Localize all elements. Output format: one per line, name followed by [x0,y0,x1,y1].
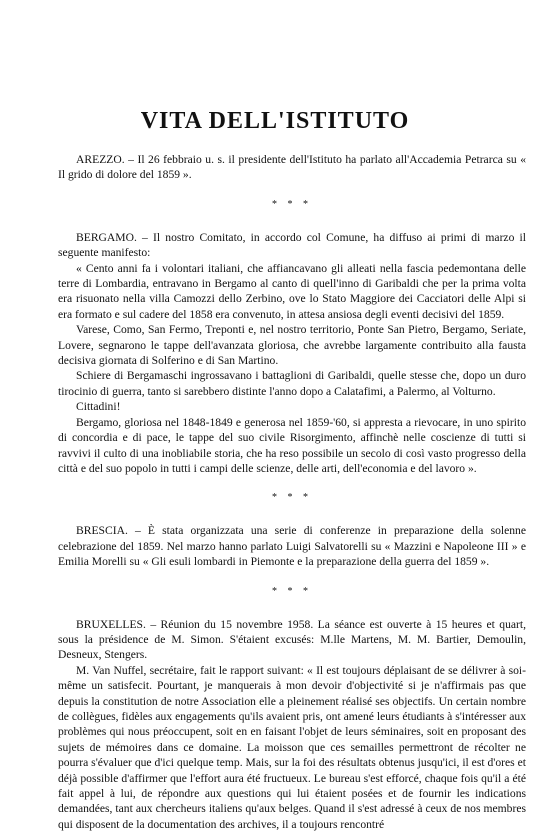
section-separator: * * * [272,198,312,210]
arezzo-text: – Il 26 febbraio u. s. il presidente dell'Istituto ha parlato all'Accademia Petrarca su « Il grido di dolore del 1859 ». [58,153,526,182]
bergamo-paragraph-1 [58,230,526,261]
bergamo-paragraph-2: « Cento anni fa i volontari italiani, che affiancavano gli alleati nella fascia pedemontana delle terre di Lombardia, entravano in Bergamo al canto di quell'inno di Garibaldi che per la prima volta era risuonato nella villa Camozzi dello Zerbino, ove lo Stato Maggiore dei Cacciatori delle Alpi si era formato e sul cadere del 1858 era convenuto, in attesa ansiosa degli eventi decisivi del 1859. [58,261,526,321]
bruxelles-paragraph-1 [58,617,526,663]
brescia-lead: BRESCIA. [76,524,128,538]
bergamo-text-1: – Il nostro Comitato, in accordo col Comune, ha diffuso ai primi di marzo il seguente manifesto: [58,230,526,260]
bergamo-paragraph-4: Schiere di Bergamaschi ingrossavano i battaglioni di Garibaldi, quelle stesse che, dopo un duro tirocinio di guerra, tanto si sarebbero distinte l'anno dopo a Calatafimi, a Palermo, al Volturno. [58,369,526,398]
brescia-paragraph [58,523,526,569]
bergamo-lead: BERGAMO. [76,230,137,244]
arezzo-paragraph [58,152,526,183]
bergamo-paragraph-5: Cittadini! [76,400,121,414]
document-body [58,152,526,832]
brescia-text: – È stata organizzata una serie di conferenze in preparazione della solenne celebrazione del 1859. Nel marzo hanno parlato Luigi Salvatorelli su « Mazzini e Napoleone III » e Emilia Morelli su « Gli esuli lombardi in Piemonte e la preparazione della guerra del 1859 ». [58,524,526,569]
bergamo-paragraph-3: Varese, Como, San Fermo, Treponti e, nel nostro territorio, Ponte San Pietro, Bergamo, Seriate, Lovere, segnarono le tappe dell'avanzata gloriosa, che avrebbe largamente contribuito alla fausta decisiva giornata di Solferino e di San Martino. [58,323,526,368]
bergamo-paragraph-6: Bergamo, gloriosa nel 1848-1849 e generosa nel 1859-'60, si appresta a rievocare, in uno spirito di concordia e di pace, le tappe del suo civile Risorgimento, affinchè nelle coscienze di tutti si ravvivi il culto di una inobliabile storia, che ha reso possibile un secolo di così vasto progresso della città e del suo popolo in tutti i campi delle scienze, delle arti, dell'economia e del lavoro ». [58,415,526,475]
bruxelles-text-1: – Réunion du 15 novembre 1958. La séance est ouverte à 15 heures et quart, sous la présidence de M. Simon. S'étaient excusés: M.lle Martens, M. M. Bartier, Demoulin, Desneux, Stengers. [58,617,526,662]
section-separator: * * * [272,585,312,597]
bruxelles-lead: BRUXELLES. [76,617,146,631]
arezzo-lead: AREZZO. [76,153,125,166]
page-title: VITA DELL'ISTITUTO [140,108,410,135]
bruxelles-paragraph-2: M. Van Nuffel, secrétaire, fait le rapport suivant: « Il est toujours déplaisant de se délivrer à soi-même un satisfecit. Pourtant, je manquerais à mon devoir d'objectivité si je n'affirmais pas que depuis la constitution de notre Association elle a pleinement réalisé ses objectifs. Un certain nombre de collègues, fidèles aux engagements qu'ils avaient pris, ont amené leurs étudiants à s'intéresser aux problèmes qui nous préoccupent, soit en en faisant l'objet de leurs séminaires, soit en proposant des sujets de mémoires dans ce domaine. La moisson que ces semailles permettront de récolter ne pourra s'évaluer que d'ici quelque temp. Mais, sur la foi des résultats obtenus jusqu'ici, il est d'ores et déjà possible d'affirmer que l'effort aura été fructueux. Le bureau s'est efforcé, chaque fois qu'il a été fait appel à lui, de répondre aux questions qui lui étaient posées et de fournir les indications demandées, tant aux chercheurs italiens qu'aux belges. Quand il s'est adressé à ceux de nos membres qui disposent de la documentation des archives, il a toujours rencontré [58,663,526,831]
section-separator: * * * [272,492,312,504]
